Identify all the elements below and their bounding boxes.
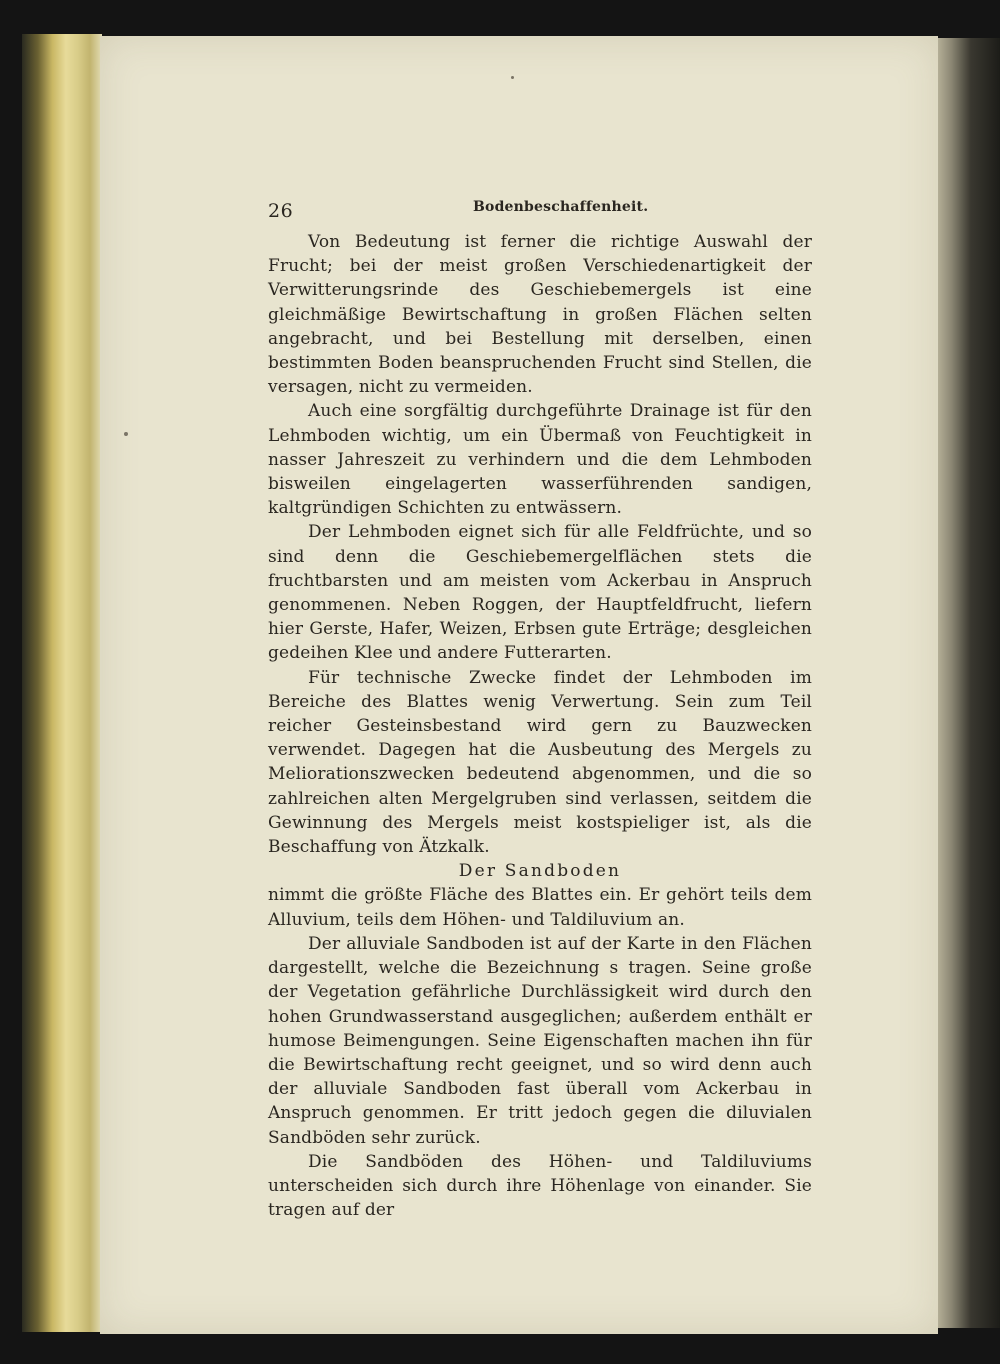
- page-number: 26: [268, 200, 294, 222]
- page-content: [268, 196, 812, 1222]
- running-title: Bodenbeschaffenheit.: [473, 199, 649, 215]
- book-page: [100, 36, 938, 1334]
- paragraph-fruit-selection: Von Bedeutung ist ferner die richtige Auswahl der Frucht; bei der meist großen Verschiedenartigkeit der Verwitterungsrinde des Geschiebemergels ist eine gleichmäßige Bewirtschaftung in großen Flächen selten angebracht, und bei Bestellung mit derselben, einen bestimmten Boden beanspruchenden Frucht sind Stellen, die versagen, nicht zu vermeiden.: [268, 232, 812, 398]
- book-page-edges-right: [935, 38, 1000, 1328]
- book-page-edges-left: [22, 34, 102, 1332]
- paragraph-technical-use: Für technische Zwecke findet der Lehmboden im Bereiche des Blattes wenig Verwertung. Sein zum Teil reicher Gesteinsbestand wird gern zu Bauzwecken verwendet. Dagegen hat die Ausbeutung des Mergels zu Meliorationszwecken bedeutend abgenommen, und die so zahlreichen alten Mergelgruben sind verlassen, seitdem die Gewinnung des Mergels meist kostspieliger ist, als die Beschaffung von Ätzkalk.: [268, 667, 812, 858]
- paragraph-alluvial-sand: Der alluviale Sandboden ist auf der Karte in den Flächen dargestellt, welche die Bezeichnung s tragen. Seine große der Vegetation gefährliche Durchlässigkeit wird durch den hohen Grundwasserstand ausgeglichen; außerdem enthält er humose Beimengungen. Seine Eigenschaften machen ihn für die Bewirtschaftung recht geeignet, und so wird denn auch der alluviale Sandboden fast überall vom Ackerbau in Anspruch genommen. Er tritt jedoch gegen die diluvialen Sandböden sehr zurück.: [268, 933, 812, 1148]
- paragraph-sandboden-intro: nimmt die größte Fläche des Blattes ein. Er gehört teils dem Alluvium, teils dem Höhen- und Taldiluvium an.: [268, 885, 812, 930]
- paper-speck: [511, 76, 514, 79]
- page-header: [268, 196, 812, 222]
- paper-speck: [124, 432, 128, 436]
- paragraph-diluvial-sand: Die Sandböden des Höhen- und Taldiluviums unterscheiden sich durch ihre Höhenlage von einander. Sie tragen auf der: [268, 1151, 812, 1221]
- section-heading-sandboden: Der Sandboden: [458, 861, 622, 882]
- paragraph-drainage: Auch eine sorgfältig durchgeführte Drainage ist für den Lehmboden wichtig, um ein Übermaß von Feuchtigkeit in nasser Jahreszeit zu verhindern und die dem Lehmboden bisweilen eingelagerten wasserführenden sandigen, kaltgründigen Schichten zu entwässern.: [268, 401, 812, 519]
- paragraph-field-crops: Der Lehmboden eignet sich für alle Feldfrüchte, und so sind denn die Geschiebemergelflächen stets die fruchtbarsten und am meisten vom Ackerbau in Anspruch genommenen. Neben Roggen, der Hauptfeldfrucht, liefern hier Gerste, Hafer, Weizen, Erbsen gute Erträge; desgleichen gedeihen Klee und andere Futterarten.: [268, 522, 812, 664]
